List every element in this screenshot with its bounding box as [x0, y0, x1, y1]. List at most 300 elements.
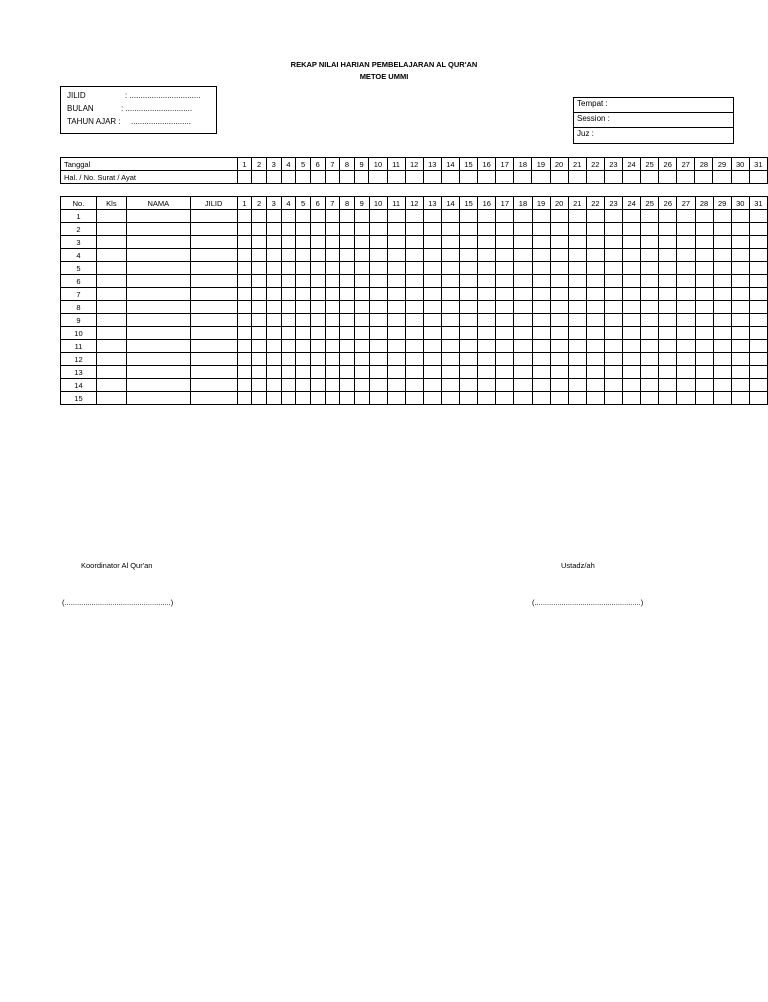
score-cell	[514, 366, 532, 379]
date-cell: 10	[369, 158, 387, 171]
score-cell	[369, 236, 387, 249]
score-cell	[568, 379, 586, 392]
score-cell	[532, 366, 550, 379]
score-cell	[532, 288, 550, 301]
day-header: 20	[550, 197, 568, 210]
score-cell	[310, 288, 325, 301]
date-cell: 5	[296, 158, 311, 171]
tahun-row	[67, 117, 192, 126]
row-number: 7	[61, 288, 97, 301]
score-cell	[749, 301, 767, 314]
score-cell	[568, 340, 586, 353]
page-entry-cell	[496, 171, 514, 184]
score-cell	[354, 353, 369, 366]
score-cell	[266, 314, 281, 327]
score-cell	[237, 379, 252, 392]
score-cell	[340, 236, 355, 249]
date-cell: 31	[749, 158, 767, 171]
jilid-cell	[190, 210, 237, 223]
score-cell	[677, 288, 695, 301]
score-cell	[496, 314, 514, 327]
score-cell	[281, 301, 296, 314]
date-cell: 18	[514, 158, 532, 171]
tahun-value: ...........................	[131, 117, 192, 126]
student-row	[61, 314, 768, 327]
date-cell: 14	[441, 158, 459, 171]
score-cell	[441, 379, 459, 392]
score-cell	[514, 327, 532, 340]
date-cell: 19	[532, 158, 550, 171]
score-cell	[550, 249, 568, 262]
score-cell	[695, 262, 713, 275]
score-cell	[310, 249, 325, 262]
score-cell	[340, 340, 355, 353]
score-cell	[460, 262, 478, 275]
score-cell	[496, 392, 514, 405]
score-cell	[369, 392, 387, 405]
score-cell	[550, 236, 568, 249]
day-header: 8	[340, 197, 355, 210]
score-cell	[514, 262, 532, 275]
score-cell	[405, 301, 423, 314]
score-cell	[677, 392, 695, 405]
score-cell	[281, 223, 296, 236]
score-cell	[713, 327, 731, 340]
day-header: 3	[266, 197, 281, 210]
location-box	[573, 97, 734, 144]
score-cell	[749, 236, 767, 249]
kls-cell	[96, 314, 126, 327]
score-cell	[604, 392, 622, 405]
score-cell	[713, 275, 731, 288]
score-cell	[659, 262, 677, 275]
date-cell: 13	[423, 158, 441, 171]
score-cell	[713, 392, 731, 405]
score-cell	[405, 249, 423, 262]
score-cell	[237, 210, 252, 223]
kls-cell	[96, 379, 126, 392]
nama-cell	[126, 301, 190, 314]
score-cell	[514, 392, 532, 405]
nama-cell	[126, 314, 190, 327]
score-cell	[532, 301, 550, 314]
score-cell	[532, 210, 550, 223]
date-cell: 9	[354, 158, 369, 171]
score-cell	[340, 366, 355, 379]
score-cell	[695, 379, 713, 392]
score-cell	[340, 353, 355, 366]
score-cell	[496, 340, 514, 353]
day-header: 1	[237, 197, 252, 210]
score-cell	[340, 262, 355, 275]
score-cell	[623, 223, 641, 236]
score-cell	[695, 301, 713, 314]
score-cell	[423, 314, 441, 327]
date-cell: 1	[237, 158, 252, 171]
row-number: 5	[61, 262, 97, 275]
score-cell	[568, 262, 586, 275]
score-cell	[514, 340, 532, 353]
student-row	[61, 249, 768, 262]
score-cell	[237, 366, 252, 379]
score-cell	[478, 249, 496, 262]
score-cell	[478, 366, 496, 379]
score-cell	[296, 236, 311, 249]
row-number: 12	[61, 353, 97, 366]
page-entry-cell	[310, 171, 325, 184]
score-cell	[749, 275, 767, 288]
page-entry-cell	[677, 171, 695, 184]
score-cell	[659, 223, 677, 236]
score-cell	[568, 223, 586, 236]
score-cell	[749, 366, 767, 379]
score-cell	[695, 314, 713, 327]
score-cell	[623, 327, 641, 340]
score-cell	[387, 236, 405, 249]
kls-cell	[96, 236, 126, 249]
score-cell	[695, 340, 713, 353]
row-number: 3	[61, 236, 97, 249]
score-cell	[325, 392, 340, 405]
score-cell	[586, 327, 604, 340]
score-cell	[354, 392, 369, 405]
score-cell	[310, 275, 325, 288]
score-cell	[496, 288, 514, 301]
score-cell	[568, 366, 586, 379]
score-cell	[568, 327, 586, 340]
score-cell	[677, 327, 695, 340]
score-cell	[296, 210, 311, 223]
date-cell: 27	[677, 158, 695, 171]
score-cell	[713, 236, 731, 249]
date-row	[61, 158, 768, 171]
score-cell	[623, 288, 641, 301]
kls-cell	[96, 262, 126, 275]
page-entry-cell	[296, 171, 311, 184]
day-header: 15	[460, 197, 478, 210]
score-cell	[731, 223, 749, 236]
student-row	[61, 327, 768, 340]
score-cell	[749, 353, 767, 366]
date-cell: 24	[622, 158, 640, 171]
score-cell	[340, 223, 355, 236]
score-cell	[713, 223, 731, 236]
student-header-row	[61, 197, 768, 210]
score-cell	[369, 366, 387, 379]
kls-cell	[96, 288, 126, 301]
score-cell	[369, 379, 387, 392]
row-number: 8	[61, 301, 97, 314]
score-cell	[659, 366, 677, 379]
row-number: 10	[61, 327, 97, 340]
document-subtitle: METOE UMMI	[359, 72, 409, 81]
score-cell	[405, 210, 423, 223]
student-table	[60, 196, 768, 405]
score-cell	[266, 301, 281, 314]
score-cell	[550, 314, 568, 327]
score-cell	[478, 223, 496, 236]
score-cell	[325, 262, 340, 275]
score-cell	[310, 340, 325, 353]
tanggal-label: Tanggal	[61, 158, 238, 171]
session-field: Session :	[574, 113, 733, 128]
date-cell: 20	[550, 158, 568, 171]
score-cell	[460, 288, 478, 301]
score-cell	[677, 353, 695, 366]
date-cell: 30	[731, 158, 749, 171]
score-cell	[749, 327, 767, 340]
score-cell	[604, 262, 622, 275]
tahun-label: TAHUN AJAR :	[67, 117, 121, 126]
score-cell	[514, 288, 532, 301]
day-header: 28	[695, 197, 713, 210]
score-cell	[405, 288, 423, 301]
score-cell	[550, 301, 568, 314]
score-cell	[237, 392, 252, 405]
score-cell	[731, 275, 749, 288]
page-entry-cell	[340, 171, 355, 184]
score-cell	[310, 210, 325, 223]
score-cell	[387, 275, 405, 288]
score-cell	[568, 275, 586, 288]
score-cell	[496, 262, 514, 275]
score-cell	[296, 262, 311, 275]
page-entry-cell	[641, 171, 659, 184]
score-cell	[441, 301, 459, 314]
score-cell	[354, 223, 369, 236]
score-cell	[623, 301, 641, 314]
score-cell	[478, 288, 496, 301]
score-cell	[749, 210, 767, 223]
score-cell	[604, 314, 622, 327]
page-entry-cell	[423, 171, 441, 184]
score-cell	[713, 262, 731, 275]
jilid-cell	[190, 301, 237, 314]
day-header: 4	[281, 197, 296, 210]
score-cell	[532, 353, 550, 366]
day-header: 31	[749, 197, 767, 210]
page-entry-cell	[252, 171, 267, 184]
score-cell	[623, 314, 641, 327]
day-header: 19	[532, 197, 550, 210]
page-entry-cell	[622, 171, 640, 184]
jilid-cell	[190, 327, 237, 340]
score-cell	[354, 301, 369, 314]
score-cell	[641, 366, 659, 379]
student-row	[61, 210, 768, 223]
score-cell	[532, 236, 550, 249]
page-entry-cell	[731, 171, 749, 184]
score-cell	[731, 340, 749, 353]
score-cell	[325, 249, 340, 262]
score-cell	[659, 340, 677, 353]
nama-cell	[126, 392, 190, 405]
score-cell	[281, 262, 296, 275]
jilid-cell	[190, 275, 237, 288]
score-cell	[586, 236, 604, 249]
score-cell	[405, 392, 423, 405]
score-cell	[550, 392, 568, 405]
score-cell	[641, 249, 659, 262]
score-cell	[550, 275, 568, 288]
score-cell	[496, 210, 514, 223]
jilid-label: JILID	[67, 91, 86, 100]
score-cell	[369, 262, 387, 275]
jilid-cell	[190, 366, 237, 379]
document-title: REKAP NILAI HARIAN PEMBELAJARAN AL QUR'AN	[290, 60, 478, 69]
score-cell	[423, 288, 441, 301]
score-cell	[460, 210, 478, 223]
page-entry-cell	[514, 171, 532, 184]
score-cell	[441, 262, 459, 275]
kls-cell	[96, 353, 126, 366]
student-row	[61, 301, 768, 314]
score-cell	[659, 392, 677, 405]
page-entry-cell	[604, 171, 622, 184]
score-cell	[568, 314, 586, 327]
score-cell	[659, 301, 677, 314]
score-cell	[641, 314, 659, 327]
kls-cell	[96, 249, 126, 262]
score-cell	[405, 314, 423, 327]
score-cell	[532, 379, 550, 392]
score-cell	[713, 249, 731, 262]
page-entry-cell	[369, 171, 387, 184]
nama-cell	[126, 249, 190, 262]
score-cell	[325, 314, 340, 327]
score-cell	[441, 392, 459, 405]
score-cell	[623, 262, 641, 275]
score-cell	[731, 210, 749, 223]
score-cell	[237, 223, 252, 236]
student-row	[61, 275, 768, 288]
score-cell	[340, 249, 355, 262]
bulan-label: BULAN	[67, 104, 94, 113]
score-cell	[354, 249, 369, 262]
score-cell	[441, 223, 459, 236]
score-cell	[354, 366, 369, 379]
score-cell	[369, 288, 387, 301]
score-cell	[623, 340, 641, 353]
score-cell	[695, 392, 713, 405]
score-cell	[568, 353, 586, 366]
score-cell	[423, 366, 441, 379]
score-cell	[677, 314, 695, 327]
day-header: 6	[310, 197, 325, 210]
score-cell	[325, 223, 340, 236]
score-cell	[496, 379, 514, 392]
row-number: 13	[61, 366, 97, 379]
jilid-cell	[190, 262, 237, 275]
score-cell	[604, 288, 622, 301]
score-cell	[677, 379, 695, 392]
nama-header: NAMA	[126, 197, 190, 210]
score-cell	[266, 327, 281, 340]
score-cell	[713, 340, 731, 353]
score-cell	[550, 210, 568, 223]
score-cell	[266, 392, 281, 405]
day-header: 18	[514, 197, 532, 210]
score-cell	[604, 379, 622, 392]
nama-cell	[126, 327, 190, 340]
score-cell	[237, 314, 252, 327]
nama-cell	[126, 353, 190, 366]
score-cell	[237, 301, 252, 314]
row-number: 2	[61, 223, 97, 236]
nama-cell	[126, 366, 190, 379]
day-header: 26	[659, 197, 677, 210]
score-cell	[266, 366, 281, 379]
student-row	[61, 353, 768, 366]
score-cell	[677, 236, 695, 249]
score-cell	[296, 314, 311, 327]
score-cell	[325, 288, 340, 301]
score-cell	[695, 353, 713, 366]
score-cell	[281, 340, 296, 353]
page-entry-cell	[695, 171, 713, 184]
score-cell	[604, 353, 622, 366]
score-cell	[659, 379, 677, 392]
score-cell	[641, 379, 659, 392]
score-cell	[266, 262, 281, 275]
score-cell	[659, 275, 677, 288]
nama-cell	[126, 340, 190, 353]
score-cell	[237, 340, 252, 353]
score-cell	[252, 366, 267, 379]
score-cell	[623, 236, 641, 249]
score-cell	[252, 314, 267, 327]
score-cell	[405, 340, 423, 353]
score-cell	[266, 288, 281, 301]
score-cell	[237, 262, 252, 275]
nama-cell	[126, 262, 190, 275]
score-cell	[354, 288, 369, 301]
date-cell: 22	[586, 158, 604, 171]
score-cell	[252, 353, 267, 366]
score-cell	[496, 249, 514, 262]
score-cell	[252, 392, 267, 405]
score-cell	[423, 210, 441, 223]
score-cell	[478, 327, 496, 340]
score-cell	[478, 262, 496, 275]
juz-field: Juz :	[577, 129, 594, 138]
score-cell	[281, 379, 296, 392]
day-header: 7	[325, 197, 340, 210]
score-cell	[604, 340, 622, 353]
score-cell	[266, 379, 281, 392]
score-cell	[325, 210, 340, 223]
page-row	[61, 171, 768, 184]
bulan-value: : ..............................	[121, 104, 193, 113]
score-cell	[586, 262, 604, 275]
score-cell	[441, 314, 459, 327]
score-cell	[623, 275, 641, 288]
score-cell	[460, 301, 478, 314]
score-cell	[252, 288, 267, 301]
kls-cell	[96, 223, 126, 236]
score-cell	[514, 314, 532, 327]
score-cell	[423, 353, 441, 366]
score-cell	[405, 236, 423, 249]
score-cell	[369, 210, 387, 223]
score-cell	[296, 392, 311, 405]
score-cell	[604, 301, 622, 314]
score-cell	[478, 392, 496, 405]
score-cell	[695, 327, 713, 340]
date-cell: 28	[695, 158, 713, 171]
score-cell	[731, 314, 749, 327]
score-cell	[496, 327, 514, 340]
